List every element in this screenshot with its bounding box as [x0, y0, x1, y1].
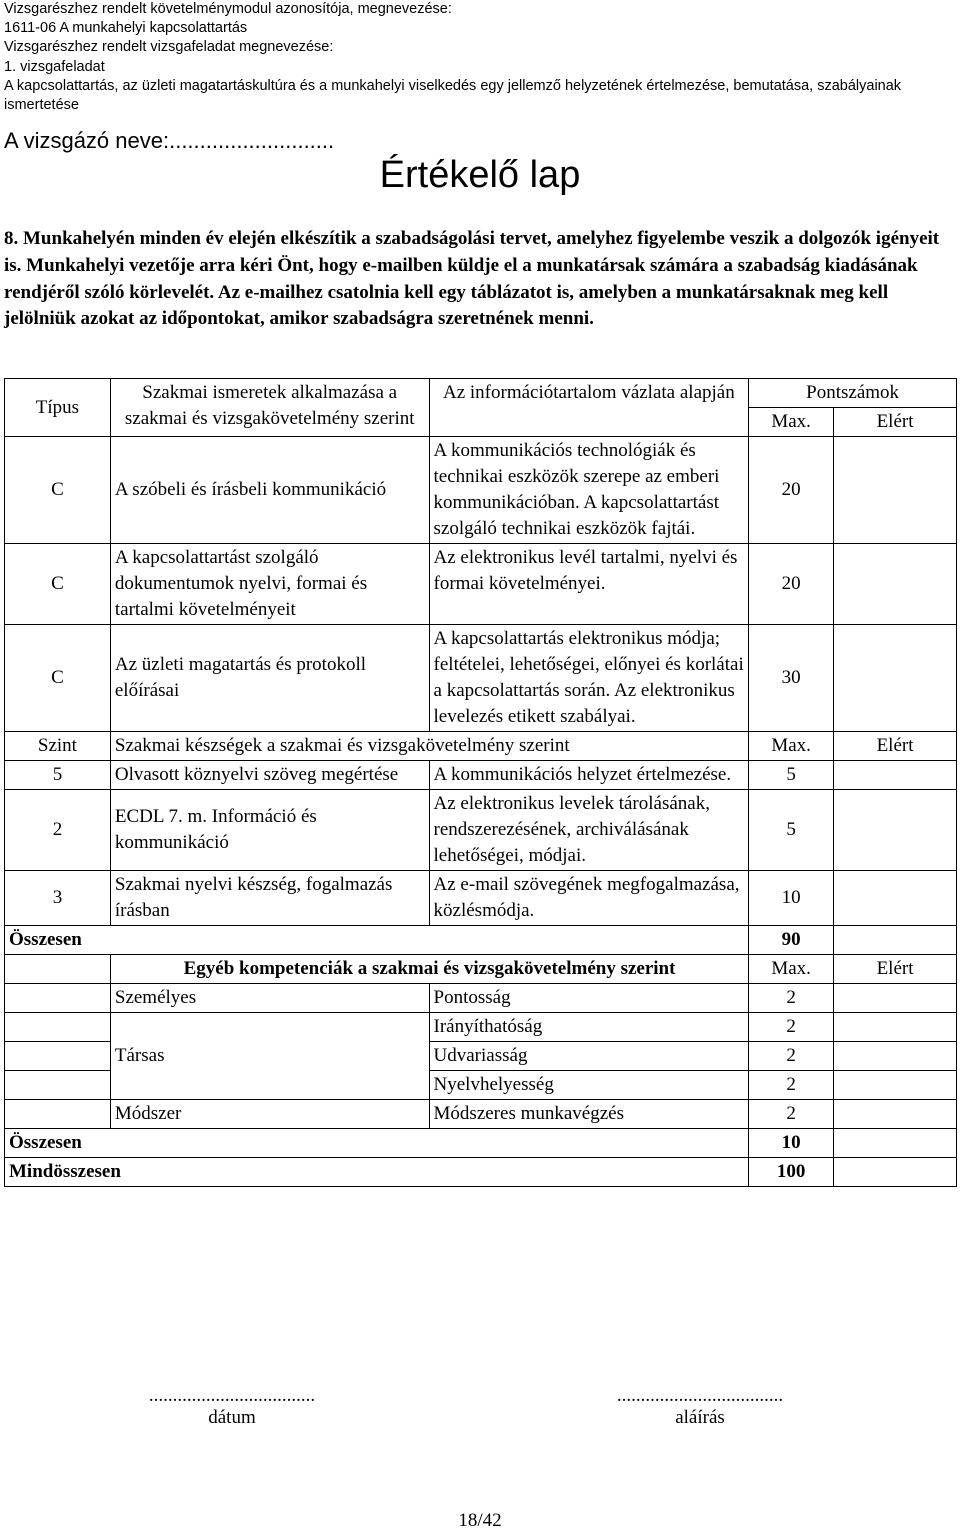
- competency-group: Társas: [110, 1013, 429, 1100]
- date-label: dátum: [208, 1407, 256, 1428]
- header-max: Max.: [749, 955, 834, 984]
- row-type: C: [5, 625, 111, 732]
- header-achieved: Elért: [834, 732, 957, 761]
- signature-block: [560, 1385, 840, 1429]
- row-content: A kommunikációs technológiák és technikai eszközök szerepe az emberi kommunikációban. A kapcsolattartást szolgáló technikai eszközök fajtái.: [429, 437, 749, 544]
- header-content: Az információtartalom vázlata alapján: [429, 379, 749, 437]
- signature-dots: ...................................: [616, 1385, 784, 1406]
- task-description: 8. Munkahelyén minden év elején elkészítik a szabadságolási tervet, amelyhez figyelembe veszik a dolgozók igényeit is. Munkahelyi vezetője arra kéri Önt, hogy e-mailben küldje el a munkatársak számára a szabadság kiadásának rendjéről szóló körlevelét. Az e-mailhez csatolnia kell egy táblázatot is, amelyben a munkatársaknak meg kell jelölniük azokat az időpontokat, amikor szabadságra szeretnének menni.: [4, 228, 940, 330]
- date-dots: ...................................: [148, 1385, 316, 1406]
- header-task-label: Vizsgarészhez rendelt vizsgafeladat megnevezése:: [4, 39, 334, 56]
- row-max: 30: [749, 625, 834, 732]
- page-number: 18/42: [458, 1510, 502, 1531]
- row-content: Az e-mail szövegének megfogalmazása, közlésmódja.: [429, 871, 749, 926]
- row-max: 20: [749, 437, 834, 544]
- row-type: C: [5, 437, 111, 544]
- date-signature-block: [92, 1385, 372, 1429]
- table-row: [5, 625, 957, 732]
- competency-max: 2: [749, 1100, 834, 1129]
- empty-cell: [5, 1013, 111, 1042]
- competency-achieved: [834, 984, 957, 1013]
- header-skills: Szakmai készségek a szakmai és vizsgakövetelmény szerint: [110, 732, 748, 761]
- table-row: [5, 544, 957, 625]
- header-type: Típus: [5, 379, 111, 437]
- competency-max: 2: [749, 1042, 834, 1071]
- competency-item: Pontosság: [429, 984, 749, 1013]
- row-topic: Az üzleti magatartás és protokoll előírásai: [110, 625, 429, 732]
- header-task-title: A kapcsolattartás, az üzleti magatartáskultúra és a munkahelyi viselkedés egy jellemző helyzetének értelmezése, bemutatása, szabályainak ismertetése: [4, 77, 902, 114]
- subtotal-row: [5, 1129, 957, 1158]
- competency-max: 2: [749, 1013, 834, 1042]
- table-row: [5, 761, 957, 790]
- header-max: Max.: [749, 732, 834, 761]
- subtotal-value: 10: [749, 1129, 834, 1158]
- total-row: [5, 1158, 957, 1187]
- competency-item: Módszeres munkavégzés: [429, 1100, 749, 1129]
- competency-achieved: [834, 1100, 957, 1129]
- signature-label: aláírás: [675, 1407, 725, 1428]
- table-row: [5, 437, 957, 544]
- subtotal-row: [5, 926, 957, 955]
- empty-cell: [5, 1100, 111, 1129]
- row-achieved: [834, 790, 957, 871]
- row-topic: Szakmai nyelvi készség, fogalmazás írásban: [110, 871, 429, 926]
- row-type: C: [5, 544, 111, 625]
- row-topic: Olvasott köznyelvi szöveg megértése: [110, 761, 429, 790]
- row-max: 20: [749, 544, 834, 625]
- header-module-name: 1611-06 A munkahelyi kapcsolattartás: [4, 20, 248, 37]
- row-level: 2: [5, 790, 111, 871]
- header-level: Szint: [5, 732, 111, 761]
- table-header-row: [5, 955, 957, 984]
- competency-achieved: [834, 1042, 957, 1071]
- table-row: [5, 984, 957, 1013]
- header-other-competencies: Egyéb kompetenciák a szakmai és vizsgakövetelmény szerint: [110, 955, 748, 984]
- table-row: [5, 790, 957, 871]
- empty-cell: [5, 984, 111, 1013]
- competency-group: Személyes: [110, 984, 429, 1013]
- competency-item: Udvariasság: [429, 1042, 749, 1071]
- row-level: 3: [5, 871, 111, 926]
- table-header-row: [5, 732, 957, 761]
- header-max: Max.: [749, 408, 834, 437]
- row-achieved: [834, 625, 957, 732]
- row-max: 5: [749, 790, 834, 871]
- table-row: [5, 1013, 957, 1042]
- header-achieved: Elért: [834, 408, 957, 437]
- subtotal-label: Összesen: [5, 1129, 749, 1158]
- competency-group: Módszer: [110, 1100, 429, 1129]
- row-topic: A szóbeli és írásbeli kommunikáció: [110, 437, 429, 544]
- header-achieved: Elért: [834, 955, 957, 984]
- header-task-number: 1. vizsgafeladat: [4, 58, 105, 75]
- competency-max: 2: [749, 1071, 834, 1100]
- page-title: Értékelő lap: [379, 154, 581, 196]
- total-value: 100: [749, 1158, 834, 1187]
- header-module-label: Vizsgarészhez rendelt követelménymodul azonosítója, megnevezése:: [4, 1, 452, 17]
- row-content: Az elektronikus levél tartalmi, nyelvi és formai követelményei.: [429, 544, 749, 625]
- total-achieved: [834, 1158, 957, 1187]
- row-achieved: [834, 437, 957, 544]
- subtotal-achieved: [834, 1129, 957, 1158]
- row-level: 5: [5, 761, 111, 790]
- row-topic: A kapcsolattartást szolgáló dokumentumok nyelvi, formai és tartalmi követelményeit: [110, 544, 429, 625]
- competency-max: 2: [749, 984, 834, 1013]
- empty-cell: [5, 955, 111, 984]
- row-content: Az elektronikus levelek tárolásának, rendszerezésének, archiválásának lehetőségei, módjai.: [429, 790, 749, 871]
- row-achieved: [834, 871, 957, 926]
- total-label: Mindösszesen: [5, 1158, 749, 1187]
- table-row: [5, 871, 957, 926]
- subtotal-achieved: [834, 926, 957, 955]
- empty-cell: [5, 1071, 111, 1100]
- row-content: A kapcsolattartás elektronikus módja; feltételei, lehetőségei, előnyei és korlátai a kapcsolattartás során. Az elektronikus levelezés etikett szabályai.: [429, 625, 749, 732]
- competency-achieved: [834, 1013, 957, 1042]
- header-points: Pontszámok: [749, 379, 957, 408]
- empty-cell: [5, 1042, 111, 1071]
- document-header: [4, 0, 954, 115]
- table-row: [5, 1100, 957, 1129]
- row-achieved: [834, 544, 957, 625]
- candidate-name-field: A vizsgázó neve:...........................: [4, 128, 335, 153]
- competency-item: Irányíthatóság: [429, 1013, 749, 1042]
- competency-achieved: [834, 1071, 957, 1100]
- row-achieved: [834, 761, 957, 790]
- header-knowledge: Szakmai ismeretek alkalmazása a szakmai és vizsgakövetelmény szerint: [110, 379, 429, 437]
- subtotal-value: 90: [749, 926, 834, 955]
- row-topic: ECDL 7. m. Információ és kommunikáció: [110, 790, 429, 871]
- evaluation-table: [4, 378, 957, 1187]
- row-max: 10: [749, 871, 834, 926]
- row-content: A kommunikációs helyzet értelmezése.: [429, 761, 749, 790]
- subtotal-label: Összesen: [5, 926, 749, 955]
- row-max: 5: [749, 761, 834, 790]
- competency-item: Nyelvhelyesség: [429, 1071, 749, 1100]
- table-header-row: [5, 379, 957, 408]
